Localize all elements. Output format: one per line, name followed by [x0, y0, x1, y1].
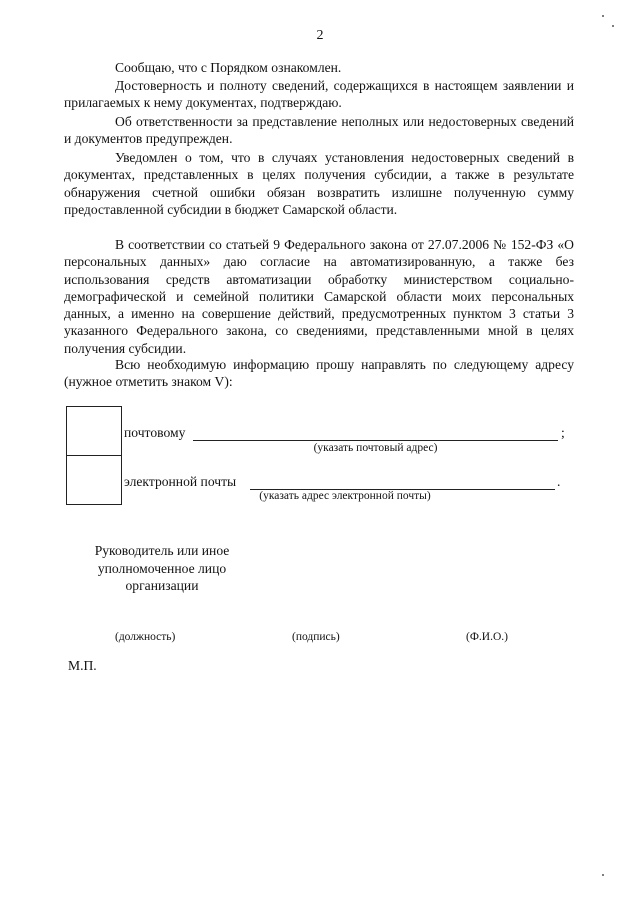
email-line-end: .: [557, 474, 561, 489]
paragraph-refund-notice: Уведомлен о том, что в случаях установления недостоверных сведений в документах, представленных в целях получения субсидии, а также в результате обнаружения счетной ошибки обязан возвратить излишне полученную сумму предоставленной субсидии в бюджет Самарской области.: [64, 150, 574, 217]
page-number: 2: [316, 28, 324, 43]
scan-speck: [602, 15, 604, 17]
signer-title: Руководитель или иное уполномоченное лицо организации: [94, 543, 230, 593]
postal-address-line[interactable]: [193, 440, 558, 441]
stamp-label: М.П.: [68, 658, 97, 673]
paragraph-personal-data-consent: В соответствии со статьей 9 Федерального закона от 27.07.2006 № 152-ФЗ «О персональных данных» даю согласие на автоматизированную, а также без использования средств автоматизации обработку министерством социально-демографической и семейной политики Самарской области моих персональных данных, а именно на совершение действий, предусмотренных пунктом 3 статьи 3 указанного Федерального закона, со сведениями, представленными мной в целях получения субсидии.: [64, 237, 574, 356]
postal-hint: (указать почтовый адрес): [313, 442, 438, 454]
email-label: электронной почты: [124, 474, 237, 489]
position-label: (должность): [115, 631, 176, 643]
email-checkbox[interactable]: [66, 455, 122, 505]
paragraph-address-request: Всю необходимую информацию прошу направлять по следующему адресу (нужное отметить знаком V):: [64, 357, 574, 390]
scan-speck: [602, 874, 604, 876]
paragraph-responsibility: Об ответственности за представление неполных или недостоверных сведений и документов предупрежден.: [64, 114, 574, 147]
scan-speck: [612, 25, 614, 27]
postal-label: почтовому: [124, 425, 186, 440]
postal-line-end: ;: [561, 425, 565, 440]
full-name-label: (Ф.И.О.): [466, 631, 508, 643]
signature-label: (подпись): [292, 631, 340, 643]
email-hint: (указать адрес электронной почты): [259, 490, 431, 502]
paragraph-acknowledgement: Сообщаю, что с Порядком ознакомлен.: [115, 60, 342, 75]
postal-checkbox[interactable]: [66, 406, 122, 456]
paragraph-accuracy: Достоверность и полноту сведений, содержащихся в настоящем заявлении и прилагаемых к нему документах, подтверждаю.: [64, 78, 574, 111]
